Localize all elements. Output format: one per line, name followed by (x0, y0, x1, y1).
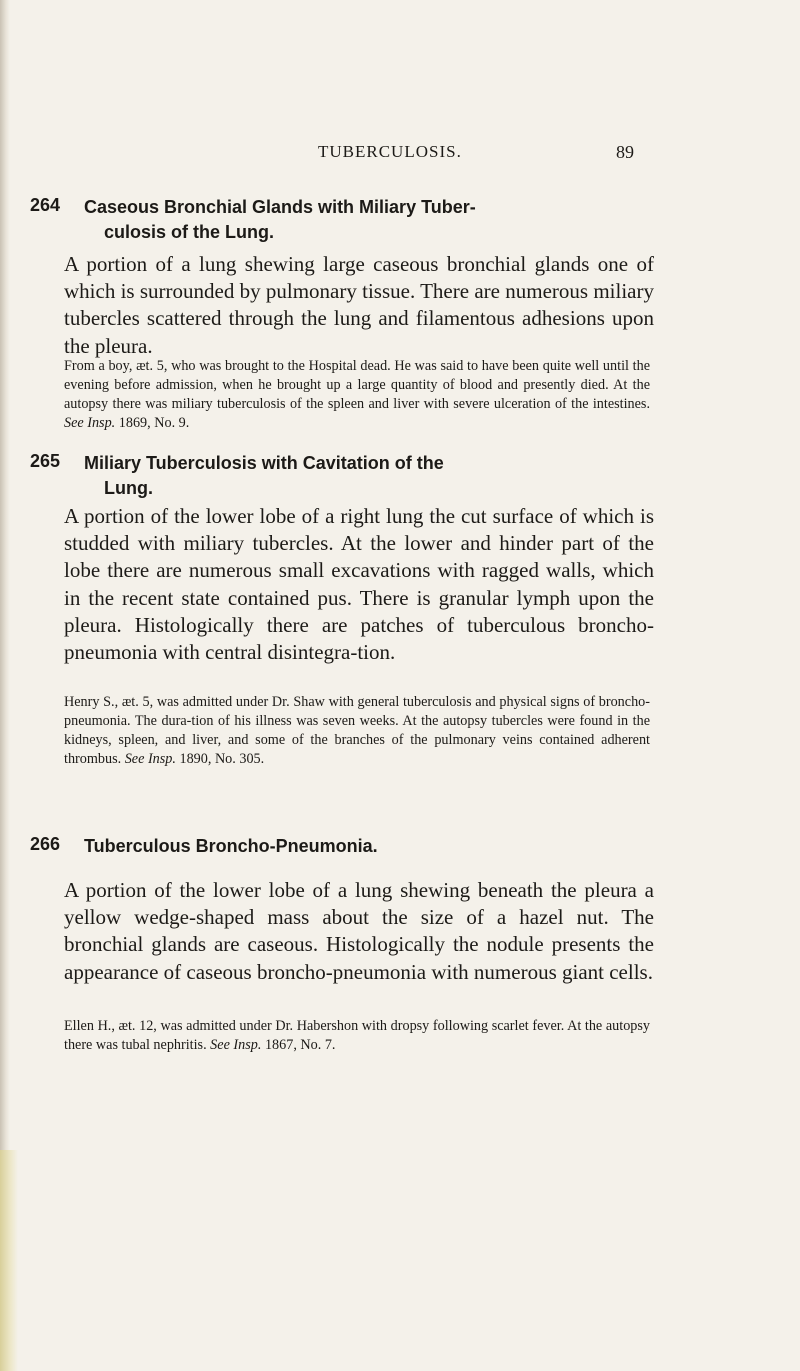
inspection-reference: See Insp. (64, 415, 116, 432)
entry-title-line: Tuberculous Broncho-Pneumonia. (84, 836, 378, 856)
inspection-reference: See Insp. (210, 1037, 262, 1054)
entry-title (84, 451, 644, 501)
inspection-reference-detail: 1869, No. 9. (118, 415, 190, 432)
inspection-reference-detail: 1890, No. 305. (179, 751, 265, 768)
case-note-text: Ellen H., æt. 12, was admitted under Dr. Habershon with dropsy following scarlet fever. At the autopsy there was tubal nephritis. (64, 1018, 650, 1054)
case-note-text: Henry S., æt. 5, was admitted under Dr. Shaw with general tuberculosis and physical signs of broncho-pneumonia. The dura-tion of his illness was seven weeks. At the autopsy tubercles were found in the kidneys, spleen, and liver, and some of the branches of the pulmonary veins contained adherent thrombus. (64, 694, 650, 768)
entry-title-line: culosis of the Lung. (104, 222, 274, 242)
entry-description: A portion of the lower lobe of a right lung the cut surface of which is studded with miliary tubercles. At the lower and hinder part of the lobe there are numerous small excavations with ragged walls, which in the recent state contained pus. There is granular lymph upon the pleura. Histologically there are patches of tuberculous broncho-pneumonia with central disintegra-tion. (64, 504, 654, 665)
entry-description: A portion of a lung shewing large caseous bronchial glands one of which is surrounded by pulmonary tissue. There are numerous miliary tubercles scattered through the lung and filamentous adhesions upon the pleura. (64, 252, 654, 358)
entry-title-line: Lung. (104, 478, 153, 498)
running-title: TUBERCULOSIS. (318, 142, 462, 161)
entry-number: 265 (30, 451, 61, 471)
page-edge-stain (0, 1150, 18, 1371)
running-header (0, 142, 800, 166)
case-note-text: From a boy, æt. 5, who was brought to the Hospital dead. He was said to have been quite well until the evening before admission, when he brought up a large quantity of blood and presently died. At the autopsy there was miliary tuberculosis of the spleen and liver with severe ulceration of the intestines. (64, 358, 650, 413)
inspection-reference-detail: 1867, No. 7. (264, 1037, 336, 1054)
inspection-reference: See Insp. (124, 751, 176, 768)
entry-title-line: Caseous Bronchial Glands with Miliary Tuber- (84, 197, 476, 217)
entry-number: 264 (30, 195, 61, 215)
entry-case-note (64, 1017, 650, 1055)
entry-title-line: Miliary Tuberculosis with Cavitation of the (84, 453, 444, 473)
entry-case-note (64, 357, 650, 433)
entry-title (84, 834, 644, 859)
entry-title (84, 195, 644, 245)
entry-description: A portion of the lower lobe of a lung shewing beneath the pleura a yellow wedge-shaped mass about the size of a hazel nut. The bronchial glands are caseous. Histologically the nodule presents the appearance of caseous broncho-pneumonia with numerous giant cells. (64, 878, 654, 984)
page-number: 89 (616, 142, 634, 162)
entry-case-note (64, 693, 650, 769)
entry-number: 266 (30, 834, 61, 854)
